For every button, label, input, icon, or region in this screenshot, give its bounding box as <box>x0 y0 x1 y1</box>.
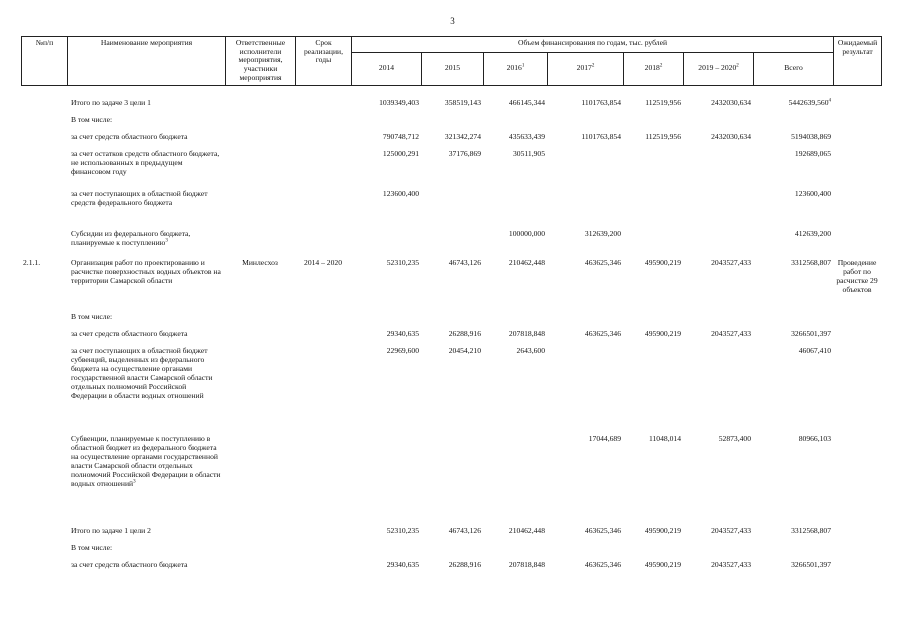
amount-cell <box>683 259 753 313</box>
header-year-label: 2014 <box>378 63 395 73</box>
row-result: Проведение работ по расчистке 29 объектов <box>836 258 878 294</box>
amount-cell <box>351 435 421 527</box>
amount-value: 495900,219 <box>644 560 681 569</box>
row-name-text: В том числе: <box>71 115 113 124</box>
amount-cell <box>421 313 483 330</box>
row-term <box>295 230 351 259</box>
amount-cell <box>483 544 547 561</box>
amount-cell <box>421 116 483 133</box>
amount-cell <box>753 544 833 561</box>
amount-value: 52310,235 <box>386 258 419 267</box>
amount-value: 11048,014 <box>649 434 681 443</box>
footnote-ref: 2 <box>659 63 663 69</box>
table-row <box>21 313 881 330</box>
amount-cell <box>351 347 421 435</box>
amount-cell <box>753 133 833 150</box>
row-term <box>295 435 351 527</box>
amount-cell <box>547 347 623 435</box>
header-table <box>21 36 882 86</box>
amount-value: 192689,065 <box>794 149 831 158</box>
table-row <box>21 230 881 259</box>
amount-cell <box>623 190 683 230</box>
amount-cell <box>483 190 547 230</box>
amount-value: 463625,346 <box>584 258 621 267</box>
row-name-text: за счет поступающих в областной бюджет средств федерального бюджета <box>71 189 208 207</box>
row-term: 2014 – 2020 <box>304 258 342 267</box>
funding-table <box>21 99 881 578</box>
amount-cell <box>351 259 421 313</box>
table-row <box>21 190 881 230</box>
header-year-label: 2016 <box>506 63 522 73</box>
amount-value: 463625,346 <box>584 560 621 569</box>
row-name-text: за счет средств областного бюджета <box>71 560 188 569</box>
footnote-ref: 4 <box>828 98 831 104</box>
amount-cell <box>351 190 421 230</box>
amount-value: 30511,905 <box>513 149 545 158</box>
row-result <box>833 133 881 150</box>
row-result <box>833 330 881 347</box>
amount-value: 463625,346 <box>584 329 621 338</box>
amount-cell <box>547 190 623 230</box>
row-number <box>21 99 67 116</box>
header-term: Срок реализации, годы <box>296 37 352 86</box>
amount-cell <box>683 544 753 561</box>
amount-value: 495900,219 <box>644 329 681 338</box>
row-number <box>21 313 67 330</box>
table-row <box>21 133 881 150</box>
row-term <box>295 544 351 561</box>
amount-value: 52873,400 <box>718 434 751 443</box>
amount-value: 358519,143 <box>444 98 481 107</box>
row-responsible <box>225 133 295 150</box>
amount-cell <box>753 190 833 230</box>
amount-cell <box>623 544 683 561</box>
row-responsible <box>225 561 295 578</box>
row-term <box>295 527 351 544</box>
amount-cell <box>753 330 833 347</box>
row-name-text: Организация работ по проектированию и расчистке поверхностных водных объектов на территории Самарской области <box>71 258 221 285</box>
row-term <box>295 330 351 347</box>
header-result: Ожидаемый результат <box>834 37 882 86</box>
row-term <box>295 313 351 330</box>
amount-cell <box>683 313 753 330</box>
amount-value: 20454,210 <box>448 346 481 355</box>
amount-cell <box>421 150 483 190</box>
amount-cell <box>623 313 683 330</box>
header-year-label: Всего <box>784 63 803 73</box>
amount-cell <box>683 230 753 259</box>
row-term <box>295 99 351 116</box>
amount-value: 46743,126 <box>448 526 481 535</box>
amount-cell <box>623 99 683 116</box>
row-term <box>295 150 351 190</box>
amount-cell <box>547 544 623 561</box>
amount-cell <box>753 99 833 116</box>
amount-cell <box>351 133 421 150</box>
amount-cell <box>483 561 547 578</box>
table-row <box>21 435 881 527</box>
table-row <box>21 116 881 133</box>
amount-value: 123600,400 <box>794 189 831 198</box>
amount-cell <box>683 527 753 544</box>
row-result <box>833 435 881 527</box>
amount-value: 80966,103 <box>798 434 831 443</box>
row-number <box>21 561 67 578</box>
amount-cell <box>421 133 483 150</box>
header-responsible: Ответственные исполнители мероприятия, участники мероприятия <box>226 37 296 86</box>
header-name: Наименование мероприятия <box>68 37 226 86</box>
amount-value: 412639,200 <box>794 229 831 238</box>
row-name <box>67 544 225 561</box>
row-name <box>67 230 225 259</box>
amount-value: 100000,000 <box>508 229 545 238</box>
table-row <box>21 99 881 116</box>
header-year <box>754 52 834 85</box>
footnote-ref: 3 <box>133 479 136 485</box>
amount-cell <box>483 347 547 435</box>
amount-cell <box>421 561 483 578</box>
amount-cell <box>753 435 833 527</box>
row-number <box>21 150 67 190</box>
row-name <box>67 99 225 116</box>
amount-value: 3266501,397 <box>791 329 831 338</box>
amount-cell <box>483 133 547 150</box>
amount-cell <box>623 150 683 190</box>
amount-cell <box>753 527 833 544</box>
row-number <box>21 330 67 347</box>
amount-value: 52310,235 <box>386 526 419 535</box>
row-term <box>295 347 351 435</box>
amount-value: 5442639,560 <box>788 98 829 107</box>
header-num: №п/п <box>22 37 68 86</box>
amount-cell <box>421 527 483 544</box>
amount-value: 5194038,869 <box>791 132 831 141</box>
row-result <box>833 150 881 190</box>
page-number: 3 <box>450 16 455 26</box>
amount-cell <box>623 230 683 259</box>
row-term <box>295 190 351 230</box>
row-name <box>67 259 225 313</box>
amount-value: 495900,219 <box>644 258 681 267</box>
amount-cell <box>547 230 623 259</box>
row-responsible <box>225 435 295 527</box>
row-result <box>833 99 881 116</box>
amount-value: 29340,635 <box>386 329 419 338</box>
amount-value: 2043527,433 <box>711 329 751 338</box>
amount-cell <box>421 190 483 230</box>
header-year-label: 2019 – 2020 <box>698 63 737 73</box>
amount-cell <box>753 259 833 313</box>
row-responsible <box>225 313 295 330</box>
row-number <box>21 347 67 435</box>
amount-cell <box>547 313 623 330</box>
row-name <box>67 116 225 133</box>
amount-cell <box>753 150 833 190</box>
row-name <box>67 527 225 544</box>
row-responsible <box>225 347 295 435</box>
amount-cell <box>421 544 483 561</box>
header-year <box>352 52 422 85</box>
row-name-text: Субвенции, планируемые к поступлению в областной бюджет из федерального бюджета на осуществление органами государственной власти Самарской области отдельных полномочий Российской Федерации в области водных отношений <box>71 434 221 488</box>
amount-cell <box>547 435 623 527</box>
row-responsible <box>225 230 295 259</box>
amount-value: 2643,600 <box>516 346 545 355</box>
amount-cell <box>351 330 421 347</box>
row-result <box>833 313 881 330</box>
amount-value: 46743,126 <box>448 258 481 267</box>
row-responsible <box>225 150 295 190</box>
amount-cell <box>623 330 683 347</box>
footnote-ref: 3 <box>165 238 168 244</box>
amount-value: 3266501,397 <box>791 560 831 569</box>
amount-cell <box>683 150 753 190</box>
amount-cell <box>683 435 753 527</box>
amount-value: 29340,635 <box>386 560 419 569</box>
row-name-text: за счет остатков средств областного бюджета, не использованных в предыдущем финансовом году <box>71 149 220 176</box>
amount-cell <box>547 561 623 578</box>
amount-value: 312639,200 <box>584 229 621 238</box>
amount-cell <box>351 561 421 578</box>
amount-value: 207818,848 <box>508 329 545 338</box>
header-year-label: 2015 <box>444 63 461 73</box>
table-row <box>21 347 881 435</box>
table-row <box>21 259 881 313</box>
row-name <box>67 435 225 527</box>
header-year-label: 2018 <box>644 63 660 73</box>
amount-value: 1039349,403 <box>379 98 419 107</box>
row-name-text: за счет средств областного бюджета <box>71 132 188 141</box>
amount-value: 17044,689 <box>588 434 621 443</box>
table-row <box>21 150 881 190</box>
amount-cell <box>483 313 547 330</box>
table-row <box>21 561 881 578</box>
amount-cell <box>351 116 421 133</box>
row-name <box>67 190 225 230</box>
amount-value: 26288,916 <box>448 560 481 569</box>
header-year <box>484 52 548 85</box>
row-number <box>21 230 67 259</box>
amount-cell <box>753 347 833 435</box>
amount-value: 37176,869 <box>448 149 481 158</box>
amount-value: 2043527,433 <box>711 526 751 535</box>
amount-cell <box>547 133 623 150</box>
amount-cell <box>421 230 483 259</box>
footnote-ref: 1 <box>521 63 525 69</box>
amount-value: 2043527,433 <box>711 258 751 267</box>
row-responsible <box>225 99 295 116</box>
amount-cell <box>753 230 833 259</box>
amount-value: 1101763,854 <box>581 132 621 141</box>
row-result <box>833 190 881 230</box>
amount-cell <box>623 527 683 544</box>
amount-value: 210462,448 <box>508 258 545 267</box>
amount-cell <box>483 330 547 347</box>
amount-cell <box>683 347 753 435</box>
row-name-text: за счет средств областного бюджета <box>71 329 188 338</box>
amount-cell <box>753 313 833 330</box>
amount-value: 207818,848 <box>508 560 545 569</box>
amount-cell <box>483 527 547 544</box>
amount-value: 321342,274 <box>444 132 481 141</box>
row-name-text: за счет поступающих в областной бюджет субвенций, выделенных из федерального бюджета на осуществление органами государственной власти Самарской области отдельных полномочий Российской Федерации в области водных отношений <box>71 346 213 400</box>
row-responsible <box>225 190 295 230</box>
amount-cell <box>483 150 547 190</box>
row-name <box>67 347 225 435</box>
amount-value: 463625,346 <box>584 526 621 535</box>
amount-value: 210462,448 <box>508 526 545 535</box>
row-term <box>295 561 351 578</box>
amount-cell <box>623 116 683 133</box>
amount-cell <box>421 347 483 435</box>
row-number <box>21 527 67 544</box>
amount-cell <box>483 99 547 116</box>
amount-cell <box>623 435 683 527</box>
amount-cell <box>421 99 483 116</box>
amount-cell <box>351 527 421 544</box>
amount-cell <box>547 150 623 190</box>
amount-cell <box>421 330 483 347</box>
row-number <box>21 190 67 230</box>
row-number <box>21 544 67 561</box>
amount-cell <box>483 230 547 259</box>
amount-value: 3312568,807 <box>791 258 831 267</box>
amount-cell <box>623 259 683 313</box>
row-term <box>295 116 351 133</box>
table-row <box>21 544 881 561</box>
row-name <box>67 150 225 190</box>
row-name <box>67 313 225 330</box>
amount-value: 125000,291 <box>382 149 419 158</box>
amount-value: 466145,344 <box>508 98 545 107</box>
amount-cell <box>421 435 483 527</box>
row-result <box>833 116 881 133</box>
footnote-ref: 2 <box>591 63 595 69</box>
amount-cell <box>547 99 623 116</box>
amount-value: 1101763,854 <box>581 98 621 107</box>
row-number: 2.1.1. <box>23 258 41 267</box>
row-term <box>295 133 351 150</box>
amount-value: 123600,400 <box>382 189 419 198</box>
amount-cell <box>683 99 753 116</box>
footnote-ref: 2 <box>736 63 739 69</box>
amount-cell <box>623 561 683 578</box>
amount-value: 435633,439 <box>508 132 545 141</box>
amount-value: 3312568,807 <box>791 526 831 535</box>
amount-cell <box>623 347 683 435</box>
header-funding: Объем финансирования по годам, тыс. рублей <box>352 37 834 53</box>
amount-cell <box>351 150 421 190</box>
row-number <box>21 435 67 527</box>
row-number <box>21 116 67 133</box>
header-year <box>422 52 484 85</box>
table-row <box>21 527 881 544</box>
amount-value: 2432030,634 <box>711 98 751 107</box>
row-result <box>833 347 881 435</box>
amount-value: 112519,956 <box>645 132 681 141</box>
amount-cell <box>683 330 753 347</box>
amount-value: 22969,600 <box>386 346 419 355</box>
amount-value: 2432030,634 <box>711 132 751 141</box>
amount-value: 2043527,433 <box>711 560 751 569</box>
amount-cell <box>351 230 421 259</box>
row-responsible <box>225 330 295 347</box>
amount-cell <box>683 133 753 150</box>
amount-cell <box>351 99 421 116</box>
amount-cell <box>683 190 753 230</box>
row-responsible <box>225 116 295 133</box>
amount-cell <box>753 116 833 133</box>
amount-cell <box>753 561 833 578</box>
amount-cell <box>483 259 547 313</box>
row-result <box>833 527 881 544</box>
row-responsible <box>225 527 295 544</box>
amount-cell <box>547 259 623 313</box>
table-row <box>21 330 881 347</box>
amount-cell <box>351 544 421 561</box>
row-name-text: Субсидии из федерального бюджета, планируемые к поступлению <box>71 229 191 247</box>
amount-value: 112519,956 <box>645 98 681 107</box>
row-name-text: Итого по задаче 3 цели 1 <box>71 98 151 107</box>
amount-value: 46067,410 <box>798 346 831 355</box>
row-result <box>833 544 881 561</box>
amount-cell <box>547 527 623 544</box>
row-name-text: В том числе: <box>71 312 113 321</box>
header-year <box>684 52 754 85</box>
row-name-text: Итого по задаче 1 цели 2 <box>71 526 151 535</box>
amount-cell <box>351 313 421 330</box>
header-year <box>548 52 624 85</box>
row-name <box>67 561 225 578</box>
amount-cell <box>683 116 753 133</box>
amount-value: 495900,219 <box>644 526 681 535</box>
row-name-text: В том числе: <box>71 543 113 552</box>
row-responsible <box>225 544 295 561</box>
row-result <box>833 561 881 578</box>
header-year <box>624 52 684 85</box>
amount-cell <box>483 435 547 527</box>
amount-value: 790748,712 <box>382 132 419 141</box>
amount-cell <box>683 561 753 578</box>
amount-value: 26288,916 <box>448 329 481 338</box>
amount-cell <box>483 116 547 133</box>
row-number <box>21 133 67 150</box>
amount-cell <box>421 259 483 313</box>
row-responsible: Минлесхоз <box>242 258 278 267</box>
row-result <box>833 230 881 259</box>
amount-cell <box>623 133 683 150</box>
header-year-label: 2017 <box>576 63 592 73</box>
row-name <box>67 133 225 150</box>
row-name <box>67 330 225 347</box>
amount-cell <box>547 330 623 347</box>
amount-cell <box>547 116 623 133</box>
